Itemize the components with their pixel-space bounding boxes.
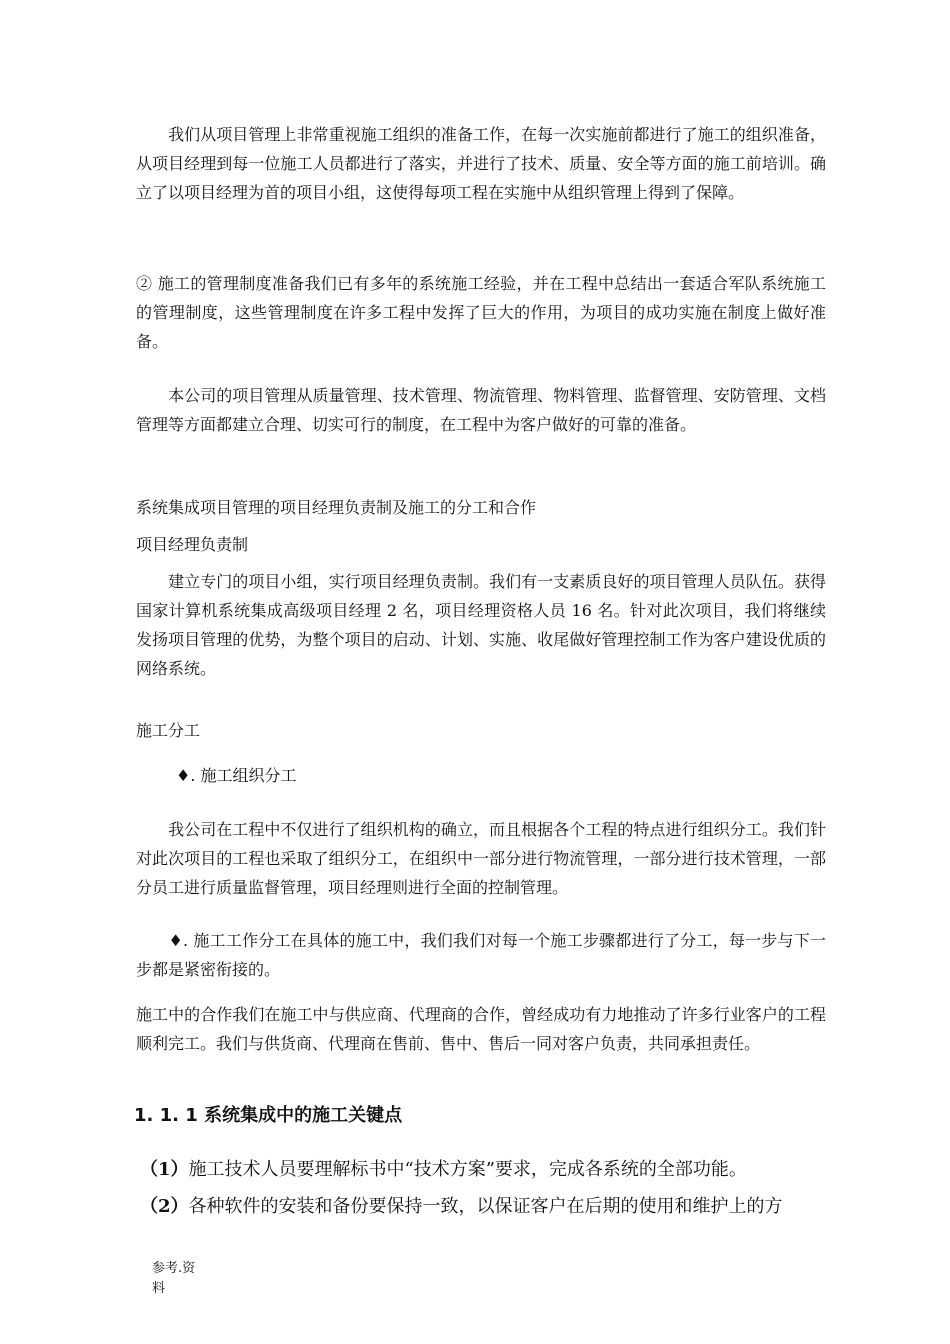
heading-system-integration: 系统集成项目管理的项目经理负责制及施工的分工和合作	[136, 498, 537, 517]
bullet-organization-division: ♦. 施工组织分工	[176, 766, 297, 785]
paragraph-cooperation: 施工中的合作我们在施工中与供应商、代理商的合作，曾经成功有力地推动了许多行业客户的工程顺利完工。我们与供货商、代理商在售前、售中、售后一同对客户负责，共同承担责任。	[136, 1005, 826, 1053]
paragraph-organization: 我公司在工程中不仅进行了组织机构的确立，而且根据各个工程的特点进行组织分工。我们针对此次项目的工程也采取了组织分工，在组织中一部分进行物流管理，一部分进行技术管理，一部分员工进行质量监督管理，项目经理则进行全面的控制管理。	[136, 820, 826, 897]
item-text: 施工技术人员要理解标书中“技术方案”要求，完成各系统的全部功能。	[188, 1159, 747, 1180]
heading-project-manager: 项目经理负责制	[136, 535, 249, 554]
item-number: （2）	[140, 1196, 189, 1217]
paragraph-management-system: ② 施工的管理制度准备我们已有多年的系统施工经验，并在工程中总结出一套适合军队系统施工的管理制度，这些管理制度在许多工程中发挥了巨大的作用，为项目的成功实施在制度上做好准备。	[136, 274, 826, 351]
paragraph-company-management: 本公司的项目管理从质量管理、技术管理、物流管理、物料管理、监督管理、安防管理、文档管理等方面都建立合理、切实可行的制度，在工程中为客户做好的可靠的准备。	[136, 386, 826, 434]
paragraph-preparation: 我们从项目管理上非常重视施工组织的准备工作，在每一次实施前都进行了施工的组织准备，从项目经理到每一位施工人员都进行了落实，并进行了技术、质量、安全等方面的施工前培训。确立了以项目经理为首的项目小组，这使得每项工程在实施中从组织管理上得到了保障。	[136, 125, 826, 202]
section-title: 系统集成中的施工关键点	[204, 1105, 403, 1126]
footer-line: 料	[152, 1281, 166, 1296]
item-number: （1）	[140, 1159, 189, 1180]
section-heading	[134, 1101, 824, 1130]
list-item	[140, 1189, 830, 1225]
item-text: 各种软件的安装和备份要保持一致，以保证客户在后期的使用和维护上的方	[188, 1196, 783, 1217]
page-footer	[152, 1259, 212, 1299]
paragraph-project-team: 建立专门的项目小组，实行项目经理负责制。我们有一支素质良好的项目管理人员队伍。获得国家计算机系统集成高级项目经理 2 名，项目经理资格人员 16 名。针对此次项目，我们将继续发扬项目管理的优势，为整个项目的启动、计划、实施、收尾做好管理控制工作为客户建设优质的网络系统。	[136, 572, 826, 678]
bullet-work-division: ♦. 施工工作分工在具体的施工中，我们我们对每一个施工步骤都进行了分工，每一步与下一步都是紧密衔接的。	[136, 931, 826, 979]
section-number: 1. 1. 1	[134, 1105, 198, 1126]
footer-line: 参考.资	[152, 1261, 196, 1276]
heading-division: 施工分工	[136, 721, 201, 740]
list-item	[140, 1152, 830, 1188]
